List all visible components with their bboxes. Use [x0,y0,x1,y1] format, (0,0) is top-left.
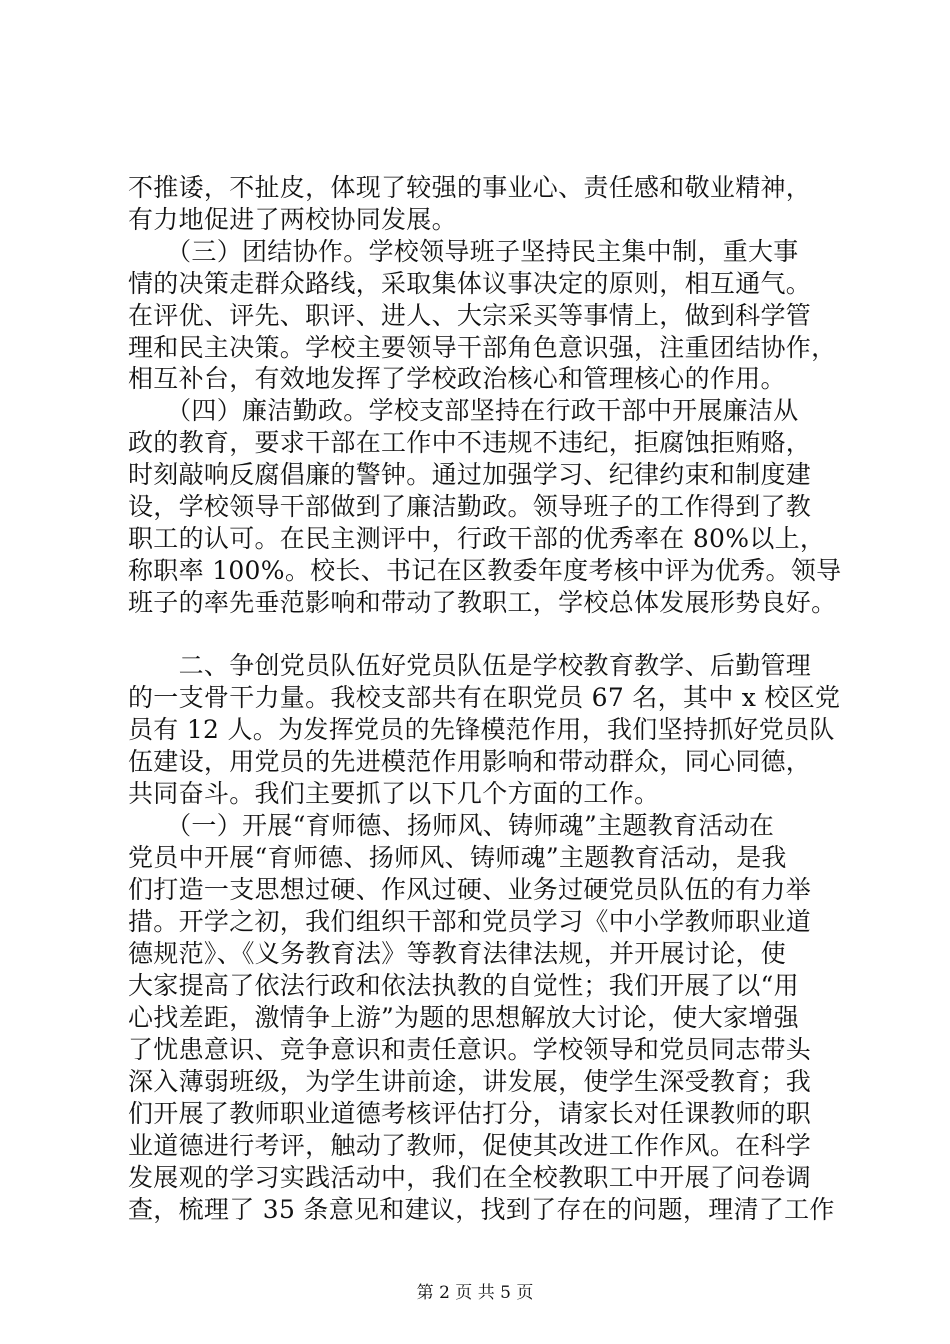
text-line: （一）开展“育师德、扬师风、铸师魂”主题教育活动在 [128,811,775,840]
text-line: 设，学校领导干部做到了廉洁勤政。领导班子的工作得到了教 [128,492,812,521]
text-line: 的一支骨干力量。我校支部共有在职党员 67 名，其中 x 校区党 [128,683,841,712]
text-line: 们打造一支思想过硬、作风过硬、业务过硬党员队伍的有力举 [128,875,812,904]
text-line: 措。开学之初，我们组织干部和党员学习《中小学教师职业道 [128,907,812,936]
text-line: 有力地促进了两校协同发展。 [128,205,457,234]
text-line: 共同奋斗。我们主要抓了以下几个方面的工作。 [128,779,660,808]
text-line: 德规范》、《义务教育法》等教育法律法规，并开展讨论，使 [128,939,787,968]
text-line: 不推诿，不扯皮，体现了较强的事业心、责任感和敬业精神， [128,173,812,202]
text-line: 称职率 100%。校长、书记在区教委年度考核中评为优秀。领导 [128,556,842,585]
text-line: 职工的认可。在民主测评中，行政干部的优秀率在 80%以上， [128,524,826,553]
text-line: 业道德进行考评，触动了教师，促使其改进工作作风。在科学 [128,1131,812,1160]
text-line: 相互补台，有效地发挥了学校政治核心和管理核心的作用。 [128,364,786,393]
text-line: 发展观的学习实践活动中，我们在全校教职工中开展了问卷调 [128,1163,812,1192]
text-line: （四）廉洁勤政。学校支部坚持在行政干部中开展廉洁从 [128,396,799,425]
text-line: 查，梳理了 35 条意见和建议，找到了存在的问题，理清了工作 [128,1195,835,1224]
text-line: 伍建设，用党员的先进模范作用影响和带动群众，同心同德， [128,747,812,776]
text-line: 员有 12 人。为发挥党员的先锋模范作用，我们坚持抓好党员队 [128,715,835,744]
text-line: 党员中开展“育师德、扬师风、铸师魂”主题教育活动，是我 [128,843,787,872]
text-line: 大家提高了依法行政和依法执教的自觉性；我们开展了以“用 [128,971,799,1000]
text-line: 二、争创党员队伍好党员队伍是学校教育教学、后勤管理 [128,651,812,680]
text-line: 理和民主决策。学校主要领导干部角色意识强，注重团结协作， [128,333,837,362]
text-line: 情的决策走群众路线，采取集体议事决定的原则，相互通气。 [128,269,812,298]
text-line: 了忧患意识、竞争意识和责任意识。学校领导和党员同志带头 [128,1035,812,1064]
text-line: 班子的率先垂范影响和带动了教职工，学校总体发展形势良好。 [128,588,837,617]
page-footer: 第 2 页 共 5 页 [416,1283,534,1303]
text-line: 们开展了教师职业道德考核评估打分，请家长对任课教师的职 [128,1099,812,1128]
text-line: 政的教育，要求干部在工作中不违规不违纪，拒腐蚀拒贿赂， [128,428,812,457]
text-line: 深入薄弱班级，为学生讲前途，讲发展，使学生深受教育；我 [128,1067,812,1096]
text-line: 心找差距，激情争上游”为题的思想解放大讨论，使大家增强 [128,1003,799,1032]
text-line: 在评优、评先、职评、进人、大宗采买等事情上，做到科学管 [128,301,812,330]
text-line: （三）团结协作。学校领导班子坚持民主集中制，重大事 [128,237,799,266]
text-line: 时刻敲响反腐倡廉的警钟。通过加强学习、纪律约束和制度建 [128,460,812,489]
